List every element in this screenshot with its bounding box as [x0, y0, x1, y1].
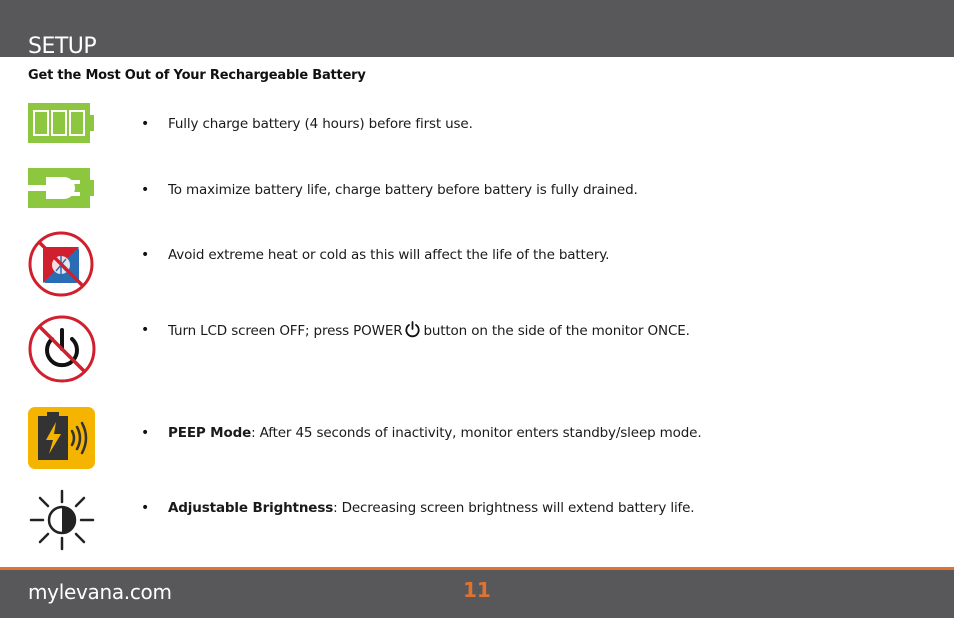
battery-charging-plug-icon	[28, 168, 94, 208]
section-subtitle: Get the Most Out of Your Rechargeable Battery	[28, 68, 366, 83]
bullet: •	[141, 322, 150, 338]
no-power-icon	[26, 315, 98, 383]
tip-text-5	[168, 424, 701, 442]
bullet: •	[141, 247, 150, 263]
bullet: •	[141, 116, 150, 132]
tip-text-2: To maximize battery life, charge battery before battery is fully drained.	[168, 182, 638, 198]
bullet: •	[141, 500, 150, 516]
tip-text-4	[168, 321, 690, 340]
battery-full-icon	[28, 103, 94, 143]
peep-mode-icon	[28, 407, 95, 469]
tip-text-4-before: Turn LCD screen OFF; press POWER	[168, 323, 403, 339]
page-title: SETUP	[28, 34, 97, 59]
tip-text-6-rest: : Decreasing screen brightness will extend battery life.	[333, 500, 695, 516]
tip-text-3: Avoid extreme heat or cold as this will affect the life of the battery.	[168, 247, 610, 263]
brightness-icon	[29, 489, 95, 551]
tip-text-5-bold: PEEP Mode	[168, 425, 252, 441]
tip-text-4-after: button on the side of the monitor ONCE.	[423, 323, 690, 339]
footer-website: mylevana.com	[28, 580, 172, 604]
page-number: 11	[463, 578, 491, 602]
power-icon	[404, 321, 421, 338]
page-footer	[0, 570, 954, 618]
page-header	[0, 0, 954, 57]
tip-text-1: Fully charge battery (4 hours) before first use.	[168, 116, 473, 132]
tip-text-6	[168, 499, 694, 517]
tip-text-5-rest: : After 45 seconds of inactivity, monitor enters standby/sleep mode.	[251, 425, 702, 441]
tip-text-6-bold: Adjustable Brightness	[168, 500, 334, 516]
no-extreme-temperature-icon	[26, 231, 96, 297]
bullet: •	[141, 182, 150, 198]
bullet: •	[141, 425, 150, 441]
